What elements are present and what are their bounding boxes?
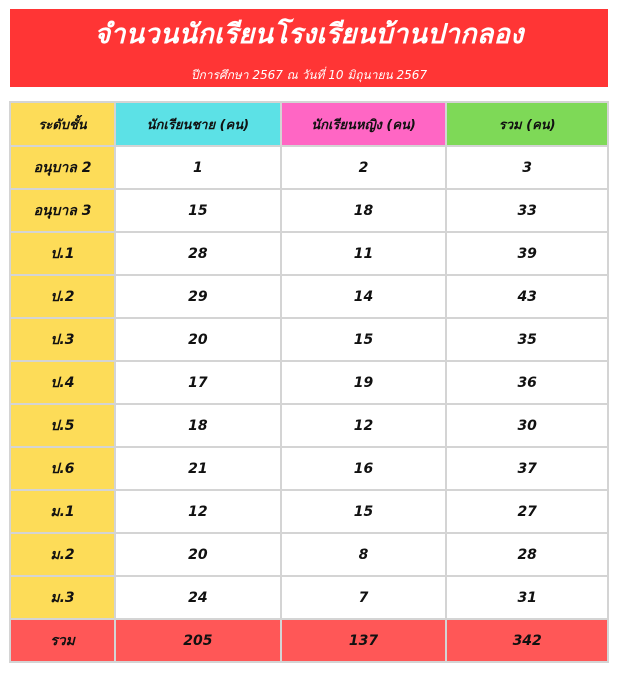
total-cell: 27 bbox=[446, 490, 608, 533]
level-cell: ป.3 bbox=[10, 318, 115, 361]
total-cell: 37 bbox=[446, 447, 608, 490]
table-row bbox=[10, 232, 608, 275]
girls-cell: 15 bbox=[281, 490, 447, 533]
table-row bbox=[10, 447, 608, 490]
table-row bbox=[10, 361, 608, 404]
total-row bbox=[10, 619, 608, 662]
table-row bbox=[10, 404, 608, 447]
total-cell: 35 bbox=[446, 318, 608, 361]
level-cell: ป.2 bbox=[10, 275, 115, 318]
boys-cell: 15 bbox=[115, 189, 281, 232]
total-cell: 36 bbox=[446, 361, 608, 404]
table-row bbox=[10, 318, 608, 361]
title-banner bbox=[10, 9, 608, 87]
level-cell: ม.1 bbox=[10, 490, 115, 533]
column-header-boys: นักเรียนชาย (คน) bbox=[115, 102, 281, 146]
total-cell: 43 bbox=[446, 275, 608, 318]
girls-cell: 15 bbox=[281, 318, 447, 361]
total-girls: 137 bbox=[281, 619, 447, 662]
girls-cell: 16 bbox=[281, 447, 447, 490]
girls-cell: 14 bbox=[281, 275, 447, 318]
student-count-table bbox=[9, 101, 609, 663]
boys-cell: 24 bbox=[115, 576, 281, 619]
total-cell: 30 bbox=[446, 404, 608, 447]
level-cell: อนุบาล 2 bbox=[10, 146, 115, 189]
table-row bbox=[10, 533, 608, 576]
level-cell: ป.4 bbox=[10, 361, 115, 404]
girls-cell: 7 bbox=[281, 576, 447, 619]
table-row bbox=[10, 576, 608, 619]
total-cell: 33 bbox=[446, 189, 608, 232]
boys-cell: 21 bbox=[115, 447, 281, 490]
total-cell: 28 bbox=[446, 533, 608, 576]
boys-cell: 18 bbox=[115, 404, 281, 447]
boys-cell: 20 bbox=[115, 318, 281, 361]
column-header-level: ระดับชั้น bbox=[10, 102, 115, 146]
girls-cell: 11 bbox=[281, 232, 447, 275]
girls-cell: 19 bbox=[281, 361, 447, 404]
boys-cell: 20 bbox=[115, 533, 281, 576]
table-row bbox=[10, 189, 608, 232]
table-row bbox=[10, 490, 608, 533]
boys-cell: 28 bbox=[115, 232, 281, 275]
table-row bbox=[10, 275, 608, 318]
boys-cell: 12 bbox=[115, 490, 281, 533]
column-header-total: รวม (คน) bbox=[446, 102, 608, 146]
level-cell: ป.1 bbox=[10, 232, 115, 275]
total-cell: 31 bbox=[446, 576, 608, 619]
level-cell: ม.2 bbox=[10, 533, 115, 576]
page-title: จำนวนนักเรียนโรงเรียนบ้านปากลอง bbox=[94, 19, 524, 50]
total-cell: 39 bbox=[446, 232, 608, 275]
boys-cell: 17 bbox=[115, 361, 281, 404]
total-label: รวม bbox=[10, 619, 115, 662]
level-cell: ป.6 bbox=[10, 447, 115, 490]
level-cell: อนุบาล 3 bbox=[10, 189, 115, 232]
girls-cell: 18 bbox=[281, 189, 447, 232]
page-subtitle: ปีการศึกษา 2567 ณ วันที่ 10 มิถุนายน 2567 bbox=[190, 68, 428, 82]
total-cell: 3 bbox=[446, 146, 608, 189]
column-header-girls: นักเรียนหญิง (คน) bbox=[281, 102, 447, 146]
level-cell: ม.3 bbox=[10, 576, 115, 619]
table-row bbox=[10, 146, 608, 189]
total-boys: 205 bbox=[115, 619, 281, 662]
total-all: 342 bbox=[446, 619, 608, 662]
boys-cell: 29 bbox=[115, 275, 281, 318]
boys-cell: 1 bbox=[115, 146, 281, 189]
girls-cell: 12 bbox=[281, 404, 447, 447]
girls-cell: 8 bbox=[281, 533, 447, 576]
level-cell: ป.5 bbox=[10, 404, 115, 447]
table-header-row bbox=[10, 102, 608, 146]
table-body bbox=[10, 146, 608, 619]
girls-cell: 2 bbox=[281, 146, 447, 189]
